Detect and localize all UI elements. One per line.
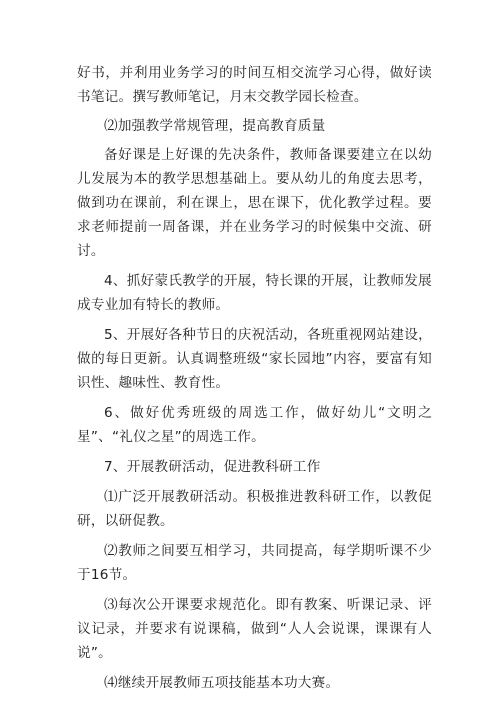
- paragraph-open-class: ⑶每次公开课要求规范化。即有教案、听课记录、评议记录，并要求有说课稿，做到“人人会说课，课课有人说”。: [77, 597, 432, 661]
- paragraph-research-activities: ⑴广泛开展教研活动。积极推进教科研工作，以教促研，以研促教。: [77, 489, 432, 529]
- paragraph-weekly-selection: 6、做好优秀班级的周选工作，做好幼儿“文明之星”、“礼仪之星”的周选工作。: [77, 405, 432, 445]
- paragraph-reading-notes: 好书，并利用业务学习的时间互相交流学习心得，做好读书笔记。撰写教师笔记，月末交教学园长检查。: [77, 65, 432, 105]
- paragraph-montessori-teaching: 4、抓好蒙氏教学的开展，特长课的开展，让教师发展成专业加有特长的教师。: [77, 273, 432, 313]
- heading-teaching-routine: ⑵加强教学常规管理，提高教育质量: [104, 118, 326, 134]
- paragraph-lesson-preparation: 备好课是上好课的先决条件，教师备课要建立在以幼儿发展为本的教学思想基础上。要从幼儿的角度去思考，做到功在课前，利在课上，思在课下，优化教学过程。要求老师提前一周备课，并在业务学习的时候集中交流、研讨。: [77, 147, 432, 259]
- document-body: [77, 61, 432, 695]
- paragraph-skills-contest: ⑷继续开展教师五项技能基本功大赛。: [104, 675, 340, 691]
- paragraph-mutual-learning: ⑵教师之间要互相学习，共同提高，每学期听课不少于16节。: [77, 543, 432, 583]
- paragraph-festival-activities: 5、开展好各种节日的庆祝活动，各班重视网站建设，做的每日更新。认真调整班级“家长园地”内容，要富有知识性、趣味性、教育性。: [77, 327, 432, 391]
- heading-teaching-research: 7、开展教研活动，促进教科研工作: [104, 459, 321, 475]
